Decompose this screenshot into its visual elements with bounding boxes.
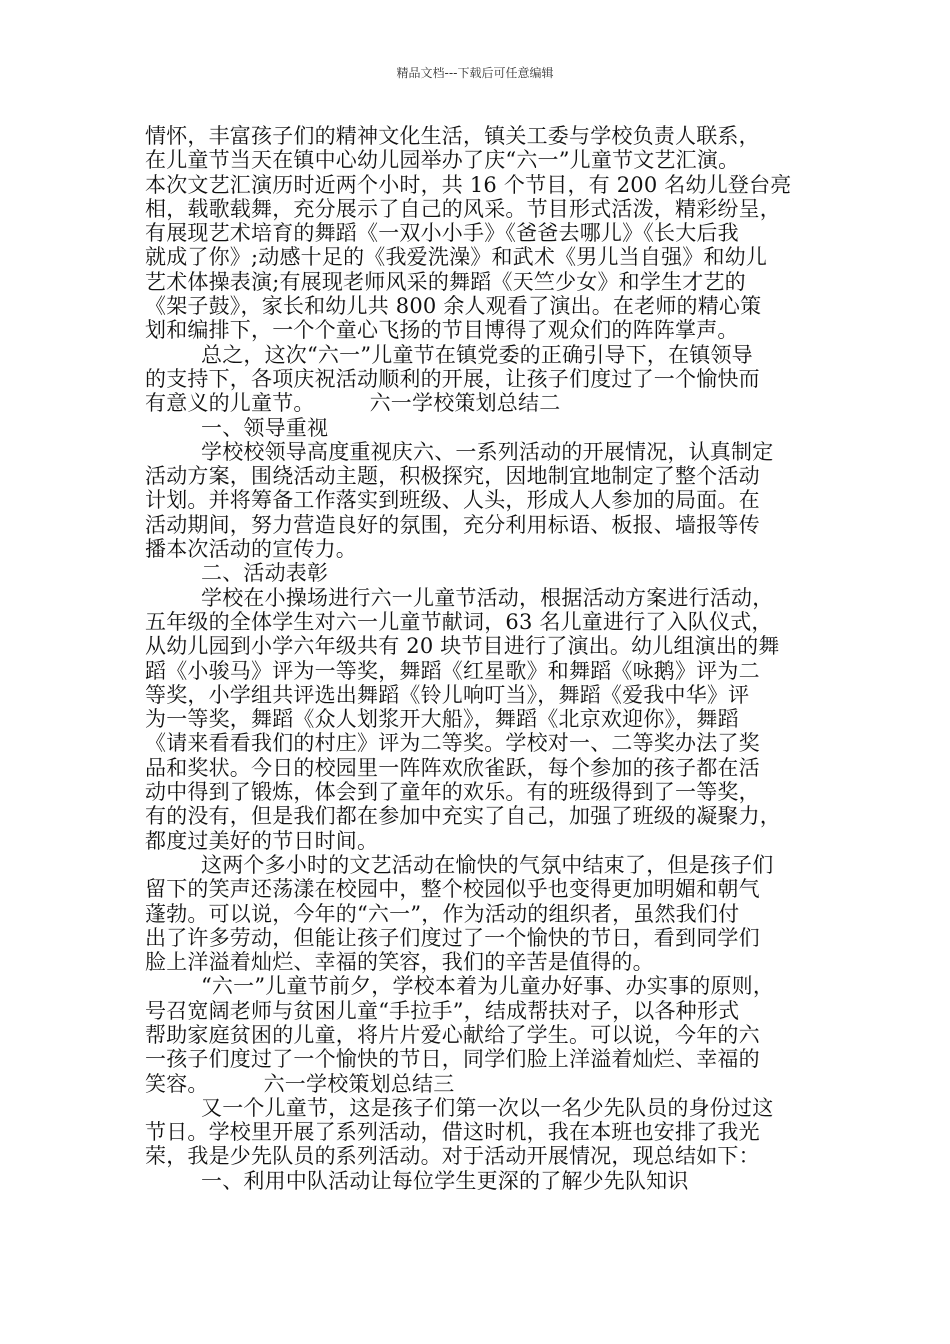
text-line: “六一”儿童节前夕，学校本着为儿童办好事、办实事的原则， — [201, 974, 775, 999]
text-line: 计划。并将筹备工作落实到班级、人头，形成人人参加的局面。在 — [145, 488, 760, 513]
text-line: 笑容。 六一学校策划总结三 — [145, 1071, 455, 1096]
text-line: 为一等奖，舞蹈《众人划浆开大船》，舞蹈《北京欢迎你》，舞蹈 — [145, 707, 739, 732]
text-line: 这两个多小时的文艺活动在愉快的气氛中结束了，但是孩子们 — [201, 852, 774, 877]
text-line: 二、活动表彰 — [201, 561, 329, 586]
text-line: 就成了你》;动感十足的《我爱洗澡》和武术《男儿当自强》和幼儿 — [145, 245, 768, 270]
text-line: 划和编排下，一个个童心飞扬的节目博得了观众们的阵阵掌声。 — [145, 318, 739, 343]
text-line: 一孩子们度过了一个愉快的节日，同学们脸上洋溢着灿烂、幸福的 — [145, 1047, 760, 1072]
text-line: 学校校领导高度重视庆六、一系列活动的开展情况，认真制定 — [201, 439, 774, 464]
text-line: 品和奖状。今日的校园里一阵阵欢欣雀跃，每个参加的孩子都在活 — [145, 755, 760, 780]
text-line: 播本次活动的宣传力。 — [145, 537, 357, 562]
text-line: 的支持下，各项庆祝活动顺利的开展，让孩子们度过了一个愉快而 — [145, 366, 760, 391]
text-line: 留下的笑声还荡漾在校园中，整个校园似乎也变得更加明媚和朝气 — [145, 877, 760, 902]
text-line: 又一个儿童节，这是孩子们第一次以一名少先队员的身份过这 — [201, 1095, 774, 1120]
text-line: 本次文艺汇演历时近两个小时，共 16 个节目，有 200 名幼儿登台亮 — [145, 172, 792, 197]
text-line: 情怀，丰富孩子们的精神文化生活，镇关工委与学校负责人联系， — [145, 124, 760, 148]
text-line: 蹈《小骏马》评为一等奖，舞蹈《红星歌》和舞蹈《咏鹅》评为二 — [145, 658, 760, 683]
text-line: 《请来看看我们的村庄》评为二等奖。学校对一、二等奖办法了奖 — [145, 731, 760, 756]
text-line: 在儿童节当天在镇中心幼儿园举办了庆“六一”儿童节文艺汇演。 — [145, 148, 740, 173]
text-line: 等奖，小学组共评选出舞蹈《铃儿响叮当》，舞蹈《爱我中华》评 — [145, 682, 750, 707]
text-line: 活动方案，围绕活动主题，积极探究，因地制宜地制定了整个活动 — [145, 464, 760, 489]
text-line: 艺术体操表演;有展现老师风采的舞蹈《天竺少女》和学生才艺的 — [145, 269, 746, 294]
text-line: 荣，我是少先队员的系列活动。对于活动开展情况，现总结如下： — [145, 1144, 760, 1169]
text-line: 学校在小操场进行六一儿童节活动，根据活动方案进行活动， — [201, 585, 774, 610]
text-line: 一、利用中队活动让每位学生更深的了解少先队知识 — [201, 1168, 689, 1193]
text-line: 帮助家庭贫困的儿童，将片片爱心献给了学生。可以说，今年的六 — [145, 1022, 760, 1047]
text-line: 《架子鼓》，家长和幼儿共 800 余人观看了演出。在老师的精心策 — [145, 294, 762, 319]
text-line: 有的没有，但是我们都在参加中充实了自己，加强了班级的凝聚力， — [145, 804, 781, 829]
text-line: 有意义的儿童节。 六一学校策划总结二 — [145, 391, 561, 416]
text-line: 一、领导重视 — [201, 415, 329, 440]
text-line: 有展现艺术培育的舞蹈《一双小小手》《爸爸去哪儿》《长大后我 — [145, 221, 739, 246]
page-header: 精品文档---下载后可任意编辑 — [396, 66, 554, 80]
text-line: 从幼儿园到小学六年级共有 20 块节目进行了演出。幼儿组演出的舞 — [145, 634, 780, 659]
document-body — [145, 124, 817, 1193]
text-line: 蓬勃。可以说，今年的“六一”，作为活动的组织者，虽然我们付 — [145, 901, 740, 926]
text-line: 节日。学校里开展了系列活动，借这时机，我在本班也安排了我光 — [145, 1120, 760, 1145]
text-line: 都度过美好的节日时间。 — [145, 828, 379, 853]
text-line: 五年级的全体学生对六一儿童节献词，63 名儿童进行了入队仪式， — [145, 609, 773, 634]
text-line: 活动期间，努力营造良好的氛围，充分利用标语、板报、墙报等传 — [145, 512, 760, 537]
text-line: 号召宽阔老师与贫困儿童“手拉手”，结成帮扶对子，以各种形式 — [145, 998, 740, 1023]
text-line: 动中得到了锻炼，体会到了童年的欢乐。有的班级得到了一等奖， — [145, 780, 760, 805]
text-line: 脸上洋溢着灿烂、幸福的笑容，我们的辛苦是值得的。 — [145, 950, 654, 975]
text-line: 相，载歌载舞，充分展示了自己的风采。节目形式活泼，精彩纷呈， — [145, 196, 781, 221]
text-line: 总之，这次“六一”儿童节在镇党委的正确引导下，在镇领导 — [201, 342, 753, 367]
text-line: 出了许多劳动，但能让孩子们度过了一个愉快的节日，看到同学们 — [145, 925, 760, 950]
